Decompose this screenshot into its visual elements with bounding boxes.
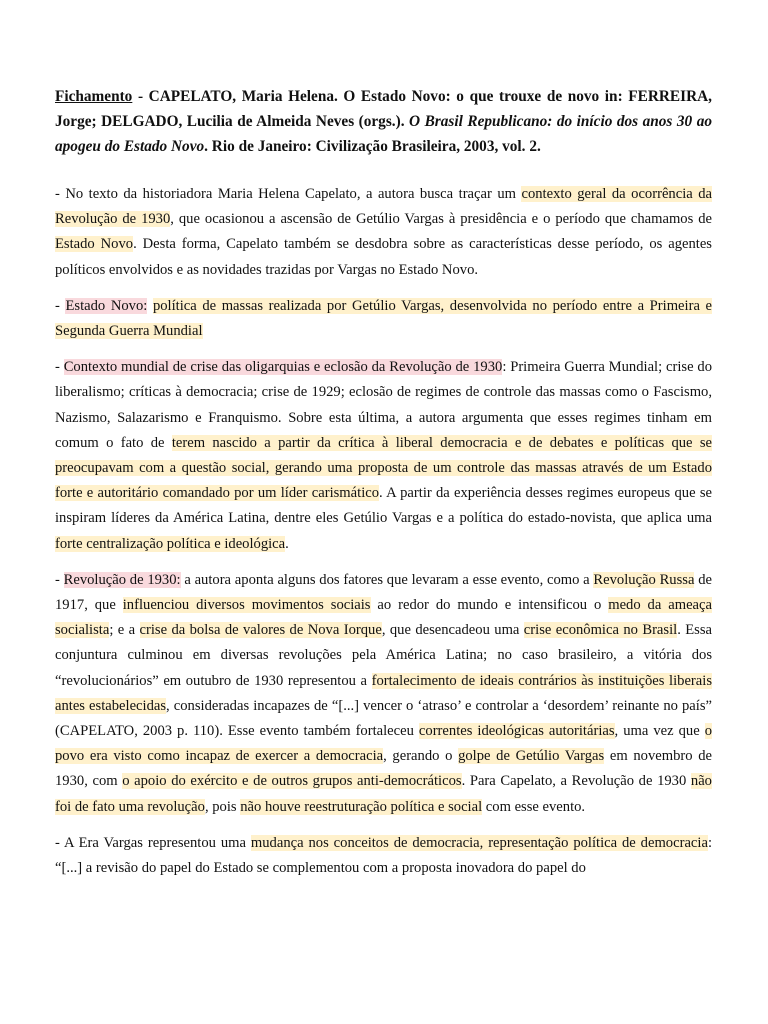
text-segment: : “[...] a revisão do papel do Estado se complementou com a proposta inovadora do papel do: [55, 834, 712, 877]
text-segment: , pois: [204, 798, 241, 815]
highlight-yellow: crise da bolsa de valores de Nova Iorque: [139, 622, 382, 639]
text-segment: , gerando o: [383, 748, 459, 765]
bibliographic-reference: [55, 84, 712, 159]
text-segment: : Primeira Guerra Mundial; crise do liberalismo; críticas à democracia; crise de 1929; eclosão de regimes de controle das massas como o Fascismo, Nazismo, Salazarismo e Franquismo. Sobre esta última, a autora argumenta que esses regimes tinham em comum o fato de: [55, 359, 712, 451]
reference-authors: CAPELATO, Maria Helena. O Estado Novo: o que trouxe de novo in: FERREIRA, Jorge; DELGADO, Lucilia de Almeida Neves (orgs.).: [55, 88, 712, 130]
highlight-yellow: não houve reestruturação política e social: [240, 798, 483, 815]
text-segment: -: [55, 359, 64, 376]
text-segment: . Essa conjuntura culminou em diversas revoluções pela América Latina; no caso brasileiro, a vitória dos “revolucionários” em outubro de 1930 representou a: [55, 622, 712, 689]
text-segment: , que desencadeou uma: [381, 622, 524, 639]
note-paragraph: [55, 182, 712, 283]
highlight-pink: Estado Novo:: [65, 297, 148, 314]
heading-separator: -: [132, 88, 149, 105]
text-segment: com esse evento.: [482, 798, 586, 815]
highlight-yellow: terem nascido a partir da crítica à liberal democracia e de debates e políticas que se preocupavam com a questão social, gerando uma proposta de um controle das massas através de um Estado forte e autoritário comandado por um líder carismático: [55, 434, 712, 502]
highlight-yellow: Estado Novo: [55, 236, 134, 253]
highlight-yellow: política de massas realizada por Getúlio Vargas, desenvolvida no período entre a Primeira e Segunda Guerra Mundial: [55, 297, 713, 340]
highlight-yellow: influenciou diversos movimentos sociais: [122, 597, 371, 614]
text-segment: . Desta forma, Capelato também se desdobra sobre as características desse período, os agentes políticos envolvidos e as novidades trazidas por Vargas no Estado Novo.: [55, 236, 712, 278]
text-segment: , uma vez que: [614, 723, 705, 740]
text-segment: - A Era Vargas representou uma: [55, 834, 251, 851]
highlight-yellow: Revolução Russa: [593, 571, 695, 588]
highlight-yellow: mudança nos conceitos de democracia, representação política de democracia: [250, 834, 708, 851]
highlight-pink: Contexto mundial de crise das oligarquias e eclosão da Revolução de 1930: [63, 359, 503, 376]
highlight-yellow: correntes ideológicas autoritárias: [418, 723, 615, 740]
book-title: O Brasil Republicano: do início dos anos 30 ao apogeu do Estado Novo: [55, 113, 712, 155]
text-segment: -: [55, 571, 64, 588]
highlight-yellow: medo da ameaça socialista: [55, 597, 712, 639]
note-paragraph: [55, 355, 712, 557]
text-segment: em novembro de 1930, com: [55, 748, 712, 790]
text-segment: .: [285, 535, 289, 552]
text-segment: . A partir da experiência desses regimes europeus que se inspiram líderes da América Latina, dentre eles Getúlio Vargas e a política do estado-novista, que aplica uma: [55, 485, 712, 527]
highlight-yellow: o povo era visto como incapaz de exercer a democracia: [55, 723, 712, 765]
reference-publication: . Rio de Janeiro: Civilização Brasileira, 2003, vol. 2.: [204, 138, 541, 155]
highlight-pink: Revolução de 1930:: [63, 571, 181, 588]
note-paragraph: [55, 831, 712, 881]
text-segment: -: [55, 297, 66, 314]
highlight-yellow: forte centralização política e ideológica: [55, 535, 286, 552]
text-segment: . Para Capelato, a Revolução de 1930: [461, 773, 691, 790]
text-segment: de 1917, que: [55, 571, 712, 614]
text-segment: - No texto da historiadora Maria Helena Capelato, a autora busca traçar um: [55, 186, 522, 202]
text-segment: a autora aponta alguns dos fatores que levaram a esse evento, como a: [180, 571, 594, 588]
document-page: [55, 84, 712, 892]
highlight-yellow: o apoio do exército e de outros grupos anti-democráticos: [122, 773, 462, 790]
highlight-yellow: contexto geral da ocorrência da Revolução de 1930: [55, 186, 712, 228]
highlight-yellow: fortalecimento de ideais contrários às instituições liberais antes estabelecidas: [55, 672, 712, 714]
highlight-yellow: golpe de Getúlio Vargas: [458, 748, 605, 765]
text-segment: ; e a: [109, 622, 140, 639]
text-segment: , que ocasionou a ascensão de Getúlio Vargas à presidência e o período que chamamos de: [170, 211, 713, 228]
notes-body: [55, 182, 712, 881]
fichamento-label: Fichamento: [55, 88, 133, 105]
text-segment: , consideradas incapazes de “[...] vencer o ‘atraso’ e controlar a ‘desordem’ reinante no país” (CAPELATO, 2003 p. 110). Esse evento também fortaleceu: [55, 697, 712, 740]
note-paragraph: [55, 294, 712, 344]
highlight-yellow: não foi de fato uma revolução: [55, 773, 712, 815]
text-segment: ao redor do mundo e intensificou o: [370, 597, 609, 614]
highlight-yellow: crise econômica no Brasil: [523, 622, 678, 639]
note-paragraph: [55, 568, 712, 820]
